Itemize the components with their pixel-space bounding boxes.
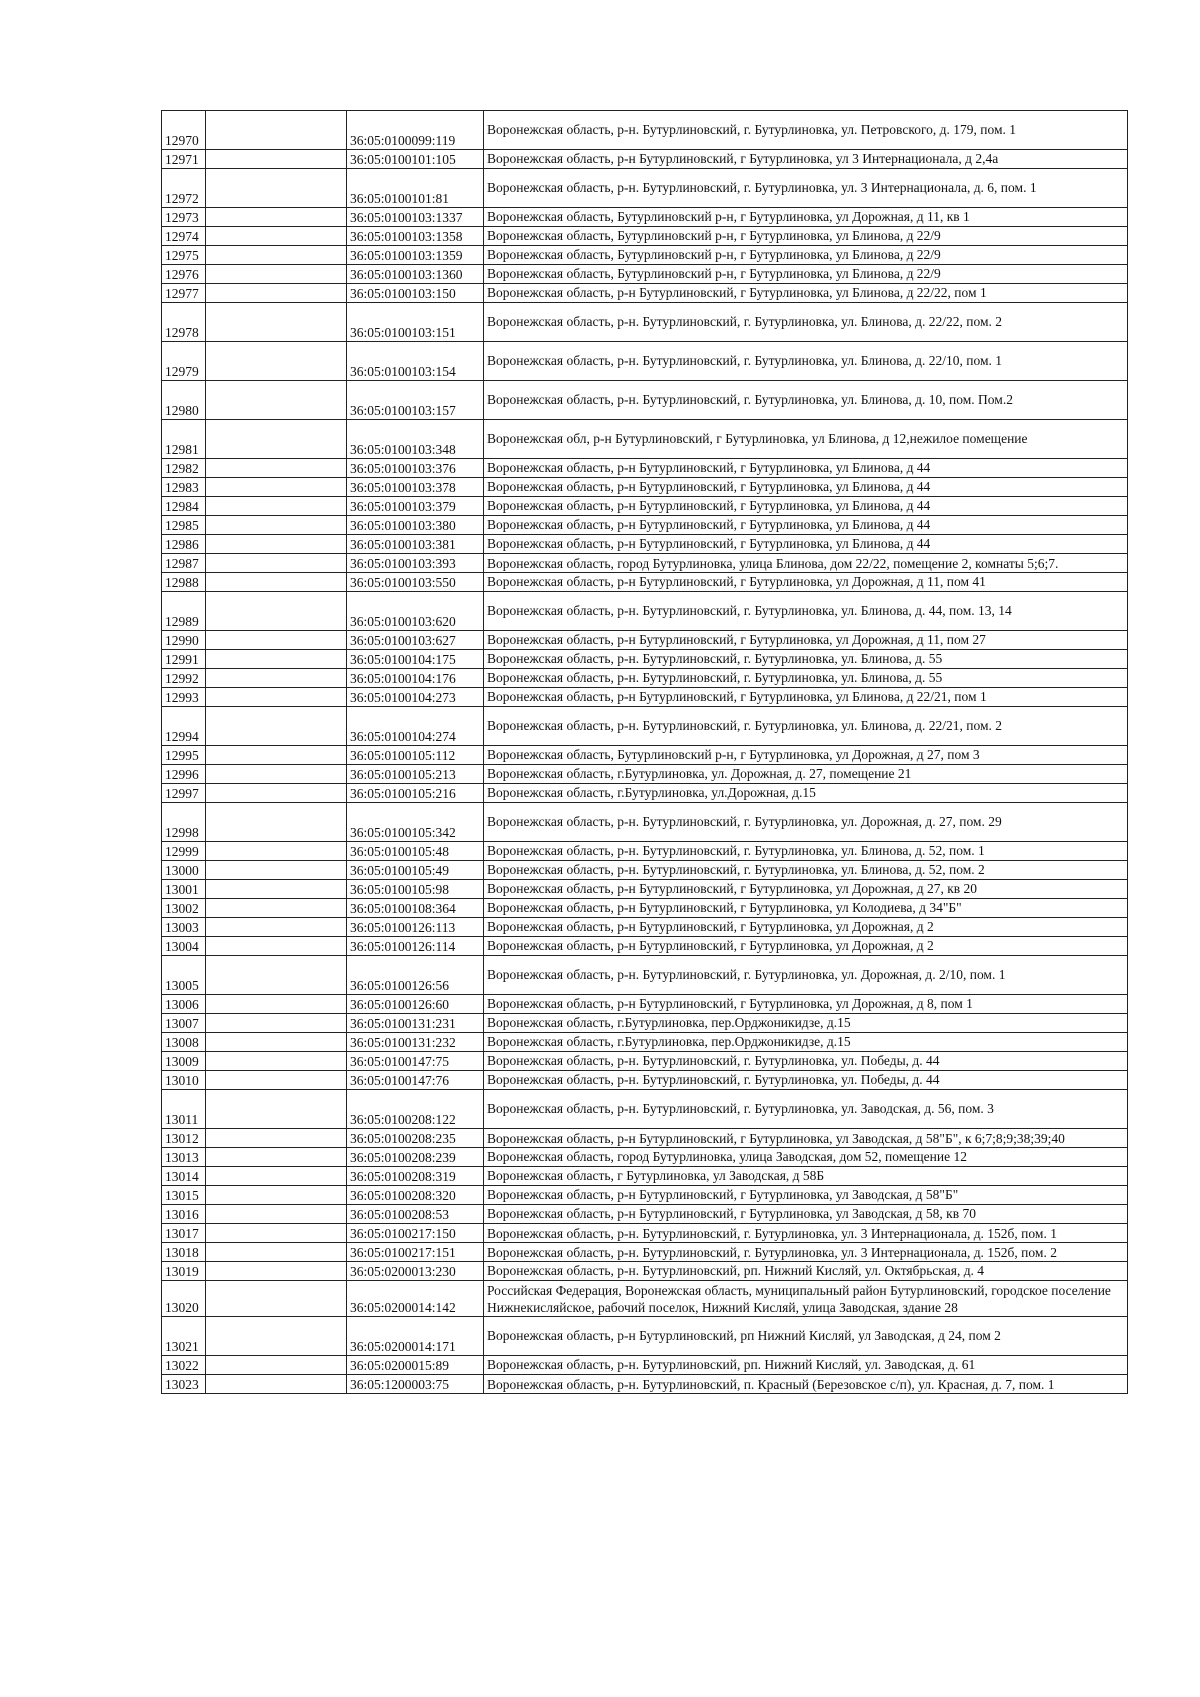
table-row — [162, 1129, 1128, 1148]
empty-column-cell — [206, 765, 347, 784]
table-row — [162, 150, 1128, 169]
cadastral-number-cell: 36:05:0100208:53 — [347, 1205, 484, 1224]
table-row — [162, 842, 1128, 861]
row-number-cell: 12973 — [162, 208, 206, 227]
empty-column-cell — [206, 1071, 347, 1090]
address-cell: Воронежская область, р-н. Бутурлиновский, г. Бутурлиновка, ул. Победы, д. 44 — [484, 1071, 1128, 1090]
empty-column-cell — [206, 284, 347, 303]
empty-column-cell — [206, 707, 347, 746]
address-cell: Воронежская область, р-н Бутурлиновский, г Бутурлиновка, ул Заводская, д 58, кв 70 — [484, 1205, 1128, 1224]
table-row — [162, 1317, 1128, 1356]
empty-column-cell — [206, 1186, 347, 1205]
table-row — [162, 573, 1128, 592]
row-number-cell: 13015 — [162, 1186, 206, 1205]
empty-column-cell — [206, 478, 347, 497]
row-number-cell: 13014 — [162, 1167, 206, 1186]
empty-column-cell — [206, 381, 347, 420]
row-number-cell: 12976 — [162, 265, 206, 284]
table-row — [162, 265, 1128, 284]
cadastral-number-cell: 36:05:0100103:376 — [347, 459, 484, 478]
row-number-cell: 12994 — [162, 707, 206, 746]
table-row — [162, 1052, 1128, 1071]
table-row — [162, 765, 1128, 784]
table-row — [162, 688, 1128, 707]
cadastral-number-cell: 36:05:0100217:151 — [347, 1243, 484, 1262]
table-row — [162, 1071, 1128, 1090]
table-row — [162, 1186, 1128, 1205]
table-row — [162, 111, 1128, 150]
cadastral-number-cell: 36:05:0100103:379 — [347, 497, 484, 516]
address-cell: Воронежская область, р-н. Бутурлиновский, г. Бутурлиновка, ул. Блинова, д. 22/22, пом. 2 — [484, 303, 1128, 342]
cadastral-number-cell: 36:05:0100103:627 — [347, 631, 484, 650]
empty-column-cell — [206, 1033, 347, 1052]
cadastral-number-cell: 36:05:0100208:320 — [347, 1186, 484, 1205]
row-number-cell: 12972 — [162, 169, 206, 208]
address-cell: Российская Федерация, Воронежская область, муниципальный район Бутурлиновский, городское поселение Нижнекисляйское, рабочий поселок, Нижний Кисляй, улица Заводская, здание 28 — [484, 1281, 1128, 1317]
empty-column-cell — [206, 1356, 347, 1375]
table-row — [162, 459, 1128, 478]
address-cell: Воронежская область, р-н. Бутурлиновский, г. Бутурлиновка, ул. Петровского, д. 179, пом. 1 — [484, 111, 1128, 150]
empty-column-cell — [206, 535, 347, 554]
table-row — [162, 918, 1128, 937]
cadastral-number-cell: 36:05:0100103:1337 — [347, 208, 484, 227]
empty-column-cell — [206, 995, 347, 1014]
table-row — [162, 631, 1128, 650]
empty-column-cell — [206, 246, 347, 265]
address-cell: Воронежская область, Бутурлиновский р-н, г Бутурлиновка, ул Блинова, д 22/9 — [484, 265, 1128, 284]
empty-column-cell — [206, 861, 347, 880]
empty-column-cell — [206, 669, 347, 688]
table-row — [162, 1262, 1128, 1281]
cadastral-number-cell: 36:05:0100105:112 — [347, 746, 484, 765]
empty-column-cell — [206, 303, 347, 342]
row-number-cell: 12974 — [162, 227, 206, 246]
row-number-cell: 13013 — [162, 1148, 206, 1167]
row-number-cell: 12977 — [162, 284, 206, 303]
row-number-cell: 13006 — [162, 995, 206, 1014]
table-row — [162, 1148, 1128, 1167]
address-cell: Воронежская область, р-н Бутурлиновский, г Бутурлиновка, ул Блинова, д 22/21, пом 1 — [484, 688, 1128, 707]
table-row — [162, 803, 1128, 842]
table-row — [162, 937, 1128, 956]
address-cell: Воронежская область, р-н Бутурлиновский, г Бутурлиновка, ул Заводская, д 58"Б", к 6;7;8;9;38;39;40 — [484, 1129, 1128, 1148]
empty-column-cell — [206, 1375, 347, 1394]
table-row — [162, 342, 1128, 381]
cadastral-number-cell: 36:05:0100131:232 — [347, 1033, 484, 1052]
row-number-cell: 12984 — [162, 497, 206, 516]
address-cell: Воронежская область, город Бутурлиновка, улица Блинова, дом 22/22, помещение 2, комнаты 5;6;7. — [484, 554, 1128, 573]
address-cell: Воронежская область, р-н Бутурлиновский, г Бутурлиновка, ул Дорожная, д 11, пом 41 — [484, 573, 1128, 592]
table-row — [162, 1090, 1128, 1129]
table-row — [162, 861, 1128, 880]
address-cell: Воронежская область, р-н. Бутурлиновский, г. Бутурлиновка, ул. Блинова, д. 52, пом. 2 — [484, 861, 1128, 880]
cadastral-number-cell: 36:05:0100147:76 — [347, 1071, 484, 1090]
address-cell: Воронежская область, р-н Бутурлиновский, г Бутурлиновка, ул Дорожная, д 8, пом 1 — [484, 995, 1128, 1014]
row-number-cell: 13005 — [162, 956, 206, 995]
row-number-cell: 13018 — [162, 1243, 206, 1262]
table-row — [162, 1014, 1128, 1033]
empty-column-cell — [206, 420, 347, 459]
cadastral-number-cell: 36:05:0200014:171 — [347, 1317, 484, 1356]
empty-column-cell — [206, 650, 347, 669]
address-cell: Воронежская область, г.Бутурлиновка, пер.Орджоникидзе, д.15 — [484, 1033, 1128, 1052]
row-number-cell: 12970 — [162, 111, 206, 150]
cadastral-number-cell: 36:05:0100103:348 — [347, 420, 484, 459]
table-row — [162, 1205, 1128, 1224]
empty-column-cell — [206, 1167, 347, 1186]
table-row — [162, 227, 1128, 246]
empty-column-cell — [206, 592, 347, 631]
cadastral-number-cell: 36:05:0100208:122 — [347, 1090, 484, 1129]
row-number-cell: 12987 — [162, 554, 206, 573]
cadastral-number-cell: 36:05:0100103:393 — [347, 554, 484, 573]
empty-column-cell — [206, 573, 347, 592]
register-table — [161, 110, 1128, 1394]
table-row — [162, 650, 1128, 669]
table-row — [162, 880, 1128, 899]
address-cell: Воронежская область, г.Бутурлиновка, пер.Орджоникидзе, д.15 — [484, 1014, 1128, 1033]
cadastral-number-cell: 36:05:0100103:150 — [347, 284, 484, 303]
cadastral-number-cell: 36:05:0100126:114 — [347, 937, 484, 956]
table-row — [162, 956, 1128, 995]
cadastral-number-cell: 36:05:0100104:273 — [347, 688, 484, 707]
empty-column-cell — [206, 880, 347, 899]
table-row — [162, 746, 1128, 765]
cadastral-number-cell: 36:05:0100208:319 — [347, 1167, 484, 1186]
row-number-cell: 13003 — [162, 918, 206, 937]
empty-column-cell — [206, 1014, 347, 1033]
row-number-cell: 12985 — [162, 516, 206, 535]
address-cell: Воронежская область, Бутурлиновский р-н, г Бутурлиновка, ул Блинова, д 22/9 — [484, 246, 1128, 265]
row-number-cell: 13022 — [162, 1356, 206, 1375]
empty-column-cell — [206, 497, 347, 516]
table-row — [162, 1356, 1128, 1375]
row-number-cell: 12980 — [162, 381, 206, 420]
empty-column-cell — [206, 1205, 347, 1224]
row-number-cell: 12996 — [162, 765, 206, 784]
empty-column-cell — [206, 516, 347, 535]
table-row — [162, 208, 1128, 227]
address-cell: Воронежская область, г.Бутурлиновка, ул. Дорожная, д. 27, помещение 21 — [484, 765, 1128, 784]
row-number-cell: 12975 — [162, 246, 206, 265]
address-cell: Воронежская область, р-н. Бутурлиновский, г. Бутурлиновка, ул. Заводская, д. 56, пом. 3 — [484, 1090, 1128, 1129]
cadastral-number-cell: 36:05:0100103:151 — [347, 303, 484, 342]
cadastral-number-cell: 36:05:0100103:378 — [347, 478, 484, 497]
cadastral-number-cell: 36:05:0100208:239 — [347, 1148, 484, 1167]
cadastral-number-cell: 36:05:0100126:56 — [347, 956, 484, 995]
address-cell: Воронежская область, р-н Бутурлиновский, г Бутурлиновка, ул Дорожная, д 27, кв 20 — [484, 880, 1128, 899]
table-row — [162, 516, 1128, 535]
cadastral-number-cell: 36:05:0100103:380 — [347, 516, 484, 535]
row-number-cell: 12982 — [162, 459, 206, 478]
row-number-cell: 13021 — [162, 1317, 206, 1356]
address-cell: Воронежская область, р-н. Бутурлиновский, г. Бутурлиновка, ул. Блинова, д. 55 — [484, 669, 1128, 688]
table-row — [162, 554, 1128, 573]
row-number-cell: 12981 — [162, 420, 206, 459]
cadastral-number-cell: 36:05:0100103:1358 — [347, 227, 484, 246]
empty-column-cell — [206, 169, 347, 208]
address-cell: Воронежская область, р-н. Бутурлиновский, г. Бутурлиновка, ул. Блинова, д. 52, пом. 1 — [484, 842, 1128, 861]
address-cell: Воронежская область, р-н Бутурлиновский, г Бутурлиновка, ул Блинова, д 44 — [484, 516, 1128, 535]
empty-column-cell — [206, 111, 347, 150]
address-cell: Воронежская область, г.Бутурлиновка, ул.Дорожная, д.15 — [484, 784, 1128, 803]
row-number-cell: 13019 — [162, 1262, 206, 1281]
table-row — [162, 1224, 1128, 1243]
address-cell: Воронежская область, р-н. Бутурлиновский, рп. Нижний Кисляй, ул. Заводская, д. 61 — [484, 1356, 1128, 1375]
empty-column-cell — [206, 208, 347, 227]
row-number-cell: 12997 — [162, 784, 206, 803]
row-number-cell: 13004 — [162, 937, 206, 956]
address-cell: Воронежская область, р-н Бутурлиновский, г Бутурлиновка, ул Заводская, д 58"Б" — [484, 1186, 1128, 1205]
table-row — [162, 592, 1128, 631]
empty-column-cell — [206, 688, 347, 707]
cadastral-number-cell: 36:05:0100104:175 — [347, 650, 484, 669]
row-number-cell: 13008 — [162, 1033, 206, 1052]
row-number-cell: 13011 — [162, 1090, 206, 1129]
address-cell: Воронежская область, р-н. Бутурлиновский, п. Красный (Березовское с/п), ул. Красная, д. 7, пом. 1 — [484, 1375, 1128, 1394]
empty-column-cell — [206, 342, 347, 381]
row-number-cell: 13017 — [162, 1224, 206, 1243]
table-row — [162, 1281, 1128, 1317]
row-number-cell: 12989 — [162, 592, 206, 631]
row-number-cell: 12978 — [162, 303, 206, 342]
address-cell: Воронежская область, р-н. Бутурлиновский, г. Бутурлиновка, ул. Победы, д. 44 — [484, 1052, 1128, 1071]
cadastral-number-cell: 36:05:0100103:157 — [347, 381, 484, 420]
address-cell: Воронежская область, р-н. Бутурлиновский, г. Бутурлиновка, ул. Блинова, д. 22/21, пом. 2 — [484, 707, 1128, 746]
table-row — [162, 1243, 1128, 1262]
row-number-cell: 13009 — [162, 1052, 206, 1071]
address-cell: Воронежская область, р-н Бутурлиновский, г Бутурлиновка, ул Дорожная, д 2 — [484, 937, 1128, 956]
row-number-cell: 13012 — [162, 1129, 206, 1148]
cadastral-number-cell: 36:05:1200003:75 — [347, 1375, 484, 1394]
empty-column-cell — [206, 554, 347, 573]
table-row — [162, 1375, 1128, 1394]
empty-column-cell — [206, 918, 347, 937]
empty-column-cell — [206, 1224, 347, 1243]
empty-column-cell — [206, 1090, 347, 1129]
empty-column-cell — [206, 631, 347, 650]
cadastral-number-cell: 36:05:0100105:98 — [347, 880, 484, 899]
address-cell: Воронежская область, р-н. Бутурлиновский, г. Бутурлиновка, ул. Блинова, д. 10, пом. Пом.2 — [484, 381, 1128, 420]
empty-column-cell — [206, 150, 347, 169]
row-number-cell: 12991 — [162, 650, 206, 669]
address-cell: Воронежская область, р-н. Бутурлиновский, г. Бутурлиновка, ул. 3 Интернационала, д. 152б, пом. 2 — [484, 1243, 1128, 1262]
row-number-cell: 12971 — [162, 150, 206, 169]
empty-column-cell — [206, 265, 347, 284]
address-cell: Воронежская область, р-н Бутурлиновский, г Бутурлиновка, ул Дорожная, д 11, пом 27 — [484, 631, 1128, 650]
cadastral-number-cell: 36:05:0100099:119 — [347, 111, 484, 150]
empty-column-cell — [206, 784, 347, 803]
empty-column-cell — [206, 842, 347, 861]
cadastral-number-cell: 36:05:0100105:48 — [347, 842, 484, 861]
address-cell: Воронежская область, р-н. Бутурлиновский, г. Бутурлиновка, ул. 3 Интернационала, д. 6, пом. 1 — [484, 169, 1128, 208]
cadastral-number-cell: 36:05:0100108:364 — [347, 899, 484, 918]
table-row — [162, 995, 1128, 1014]
row-number-cell: 12988 — [162, 573, 206, 592]
address-cell: Воронежская область, р-н Бутурлиновский, г Бутурлиновка, ул Блинова, д 44 — [484, 478, 1128, 497]
address-cell: Воронежская область, г Бутурлиновка, ул Заводская, д 58Б — [484, 1167, 1128, 1186]
address-cell: Воронежская область, р-н. Бутурлиновский, г. Бутурлиновка, ул. 3 Интернационала, д. 152б, пом. 1 — [484, 1224, 1128, 1243]
cadastral-number-cell: 36:05:0100147:75 — [347, 1052, 484, 1071]
address-cell: Воронежская область, р-н. Бутурлиновский, г. Бутурлиновка, ул. Дорожная, д. 2/10, пом. 1 — [484, 956, 1128, 995]
address-cell: Воронежская область, р-н Бутурлиновский, г Бутурлиновка, ул Блинова, д 44 — [484, 535, 1128, 554]
empty-column-cell — [206, 459, 347, 478]
empty-column-cell — [206, 1262, 347, 1281]
table-row — [162, 169, 1128, 208]
empty-column-cell — [206, 1281, 347, 1317]
table-row — [162, 246, 1128, 265]
cadastral-number-cell: 36:05:0200014:142 — [347, 1281, 484, 1317]
empty-column-cell — [206, 937, 347, 956]
cadastral-number-cell: 36:05:0100103:154 — [347, 342, 484, 381]
cadastral-number-cell: 36:05:0100103:550 — [347, 573, 484, 592]
table-row — [162, 478, 1128, 497]
empty-column-cell — [206, 1317, 347, 1356]
cadastral-number-cell: 36:05:0100105:216 — [347, 784, 484, 803]
address-cell: Воронежская область, р-н Бутурлиновский, г Бутурлиновка, ул Колодиева, д 34"Б" — [484, 899, 1128, 918]
row-number-cell: 12983 — [162, 478, 206, 497]
cadastral-number-cell: 36:05:0100104:176 — [347, 669, 484, 688]
address-cell: Воронежская область, р-н Бутурлиновский, г Бутурлиновка, ул Блинова, д 22/22, пом 1 — [484, 284, 1128, 303]
empty-column-cell — [206, 1052, 347, 1071]
address-cell: Воронежская область, р-н Бутурлиновский, г Бутурлиновка, ул Дорожная, д 2 — [484, 918, 1128, 937]
row-number-cell: 12979 — [162, 342, 206, 381]
cadastral-number-cell: 36:05:0100217:150 — [347, 1224, 484, 1243]
table-row — [162, 420, 1128, 459]
cadastral-number-cell: 36:05:0100104:274 — [347, 707, 484, 746]
empty-column-cell — [206, 956, 347, 995]
cadastral-number-cell: 36:05:0100208:235 — [347, 1129, 484, 1148]
empty-column-cell — [206, 803, 347, 842]
cadastral-number-cell: 36:05:0100131:231 — [347, 1014, 484, 1033]
table-row — [162, 284, 1128, 303]
cadastral-number-cell: 36:05:0100103:1360 — [347, 265, 484, 284]
cadastral-number-cell: 36:05:0100103:620 — [347, 592, 484, 631]
address-cell: Воронежская область, р-н Бутурлиновский, г Бутурлиновка, ул 3 Интернационала, д 2,4а — [484, 150, 1128, 169]
table-row — [162, 535, 1128, 554]
row-number-cell: 12993 — [162, 688, 206, 707]
address-cell: Воронежская область, р-н Бутурлиновский, рп Нижний Кисляй, ул Заводская, д 24, пом 2 — [484, 1317, 1128, 1356]
address-cell: Воронежская область, р-н. Бутурлиновский, рп. Нижний Кисляй, ул. Октябрьская, д. 4 — [484, 1262, 1128, 1281]
address-cell: Воронежская обл, р-н Бутурлиновский, г Бутурлиновка, ул Блинова, д 12,нежилое помещение — [484, 420, 1128, 459]
table-row — [162, 381, 1128, 420]
row-number-cell: 13023 — [162, 1375, 206, 1394]
empty-column-cell — [206, 1243, 347, 1262]
row-number-cell: 12990 — [162, 631, 206, 650]
empty-column-cell — [206, 227, 347, 246]
table-row — [162, 497, 1128, 516]
row-number-cell: 13010 — [162, 1071, 206, 1090]
address-cell: Воронежская область, р-н. Бутурлиновский, г. Бутурлиновка, ул. Блинова, д. 22/10, пом. 1 — [484, 342, 1128, 381]
table-row — [162, 1033, 1128, 1052]
empty-column-cell — [206, 1129, 347, 1148]
row-number-cell: 13016 — [162, 1205, 206, 1224]
row-number-cell: 12999 — [162, 842, 206, 861]
table-row — [162, 707, 1128, 746]
table-row — [162, 899, 1128, 918]
cadastral-number-cell: 36:05:0200013:230 — [347, 1262, 484, 1281]
row-number-cell: 13001 — [162, 880, 206, 899]
cadastral-number-cell: 36:05:0200015:89 — [347, 1356, 484, 1375]
cadastral-number-cell: 36:05:0100105:49 — [347, 861, 484, 880]
address-cell: Воронежская область, р-н Бутурлиновский, г Бутурлиновка, ул Блинова, д 44 — [484, 497, 1128, 516]
cadastral-number-cell: 36:05:0100105:213 — [347, 765, 484, 784]
address-cell: Воронежская область, р-н. Бутурлиновский, г. Бутурлиновка, ул. Блинова, д. 55 — [484, 650, 1128, 669]
row-number-cell: 13020 — [162, 1281, 206, 1317]
table-row — [162, 784, 1128, 803]
address-cell: Воронежская область, р-н Бутурлиновский, г Бутурлиновка, ул Блинова, д 44 — [484, 459, 1128, 478]
cadastral-number-cell: 36:05:0100126:113 — [347, 918, 484, 937]
row-number-cell: 13000 — [162, 861, 206, 880]
table-row — [162, 1167, 1128, 1186]
table-row — [162, 669, 1128, 688]
address-cell: Воронежская область, р-н. Бутурлиновский, г. Бутурлиновка, ул. Дорожная, д. 27, пом. 29 — [484, 803, 1128, 842]
cadastral-number-cell: 36:05:0100103:1359 — [347, 246, 484, 265]
cadastral-number-cell: 36:05:0100126:60 — [347, 995, 484, 1014]
cadastral-number-cell: 36:05:0100103:381 — [347, 535, 484, 554]
address-cell: Воронежская область, город Бутурлиновка, улица Заводская, дом 52, помещение 12 — [484, 1148, 1128, 1167]
address-cell: Воронежская область, Бутурлиновский р-н, г Бутурлиновка, ул Дорожная, д 11, кв 1 — [484, 208, 1128, 227]
empty-column-cell — [206, 746, 347, 765]
empty-column-cell — [206, 1148, 347, 1167]
row-number-cell: 13007 — [162, 1014, 206, 1033]
row-number-cell: 12986 — [162, 535, 206, 554]
table-row — [162, 303, 1128, 342]
cadastral-number-cell: 36:05:0100101:105 — [347, 150, 484, 169]
register-body — [162, 111, 1128, 1394]
address-cell: Воронежская область, Бутурлиновский р-н, г Бутурлиновка, ул Блинова, д 22/9 — [484, 227, 1128, 246]
address-cell: Воронежская область, р-н. Бутурлиновский, г. Бутурлиновка, ул. Блинова, д. 44, пом. 13, 14 — [484, 592, 1128, 631]
cadastral-number-cell: 36:05:0100101:81 — [347, 169, 484, 208]
address-cell: Воронежская область, Бутурлиновский р-н, г Бутурлиновка, ул Дорожная, д 27, пом 3 — [484, 746, 1128, 765]
cadastral-number-cell: 36:05:0100105:342 — [347, 803, 484, 842]
row-number-cell: 13002 — [162, 899, 206, 918]
row-number-cell: 12992 — [162, 669, 206, 688]
row-number-cell: 12998 — [162, 803, 206, 842]
row-number-cell: 12995 — [162, 746, 206, 765]
empty-column-cell — [206, 899, 347, 918]
